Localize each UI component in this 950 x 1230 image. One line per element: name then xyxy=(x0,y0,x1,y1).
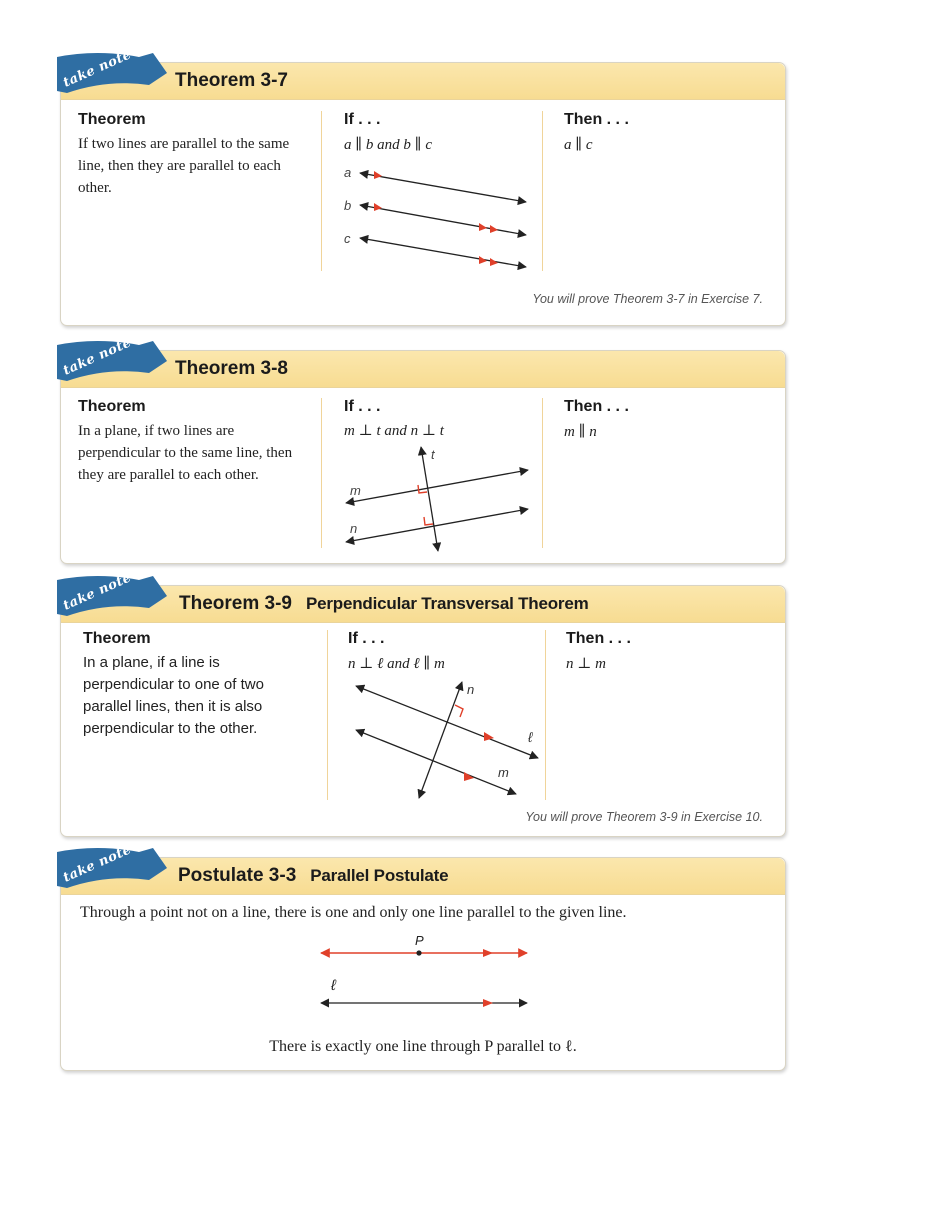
if-heading: If . . . xyxy=(348,630,385,647)
exercise-note: You will prove Theorem 3-9 in Exercise 10. xyxy=(525,810,763,824)
theorem-3-9-card xyxy=(60,570,786,837)
parallel-mark-top xyxy=(483,949,493,957)
line-m xyxy=(346,470,528,503)
if-condition: m ⊥ t and n ⊥ t xyxy=(344,423,444,439)
take-note-label: take note xyxy=(61,570,134,614)
then-heading: Then . . . xyxy=(566,630,631,647)
if-condition: n ⊥ ℓ and ℓ ∥ m xyxy=(348,656,445,672)
then-heading: Then . . . xyxy=(564,111,629,128)
then-heading: Then . . . xyxy=(564,398,629,415)
theorem-3-8-header xyxy=(61,351,785,388)
line-n xyxy=(346,509,528,542)
then-conclusion: a ∥ c xyxy=(564,137,593,153)
postulate-3-3-title xyxy=(178,865,448,887)
parallel-mark-a xyxy=(374,171,382,179)
take-note-tab xyxy=(57,842,169,896)
parallel-mark-b3 xyxy=(490,225,498,233)
postulate-3-3-number: Postulate 3-3 xyxy=(178,865,297,886)
theorem-3-9-subtitle: Perpendicular Transversal Theorem xyxy=(305,594,589,613)
line-label-c: c xyxy=(344,231,351,246)
theorem-column-heading: Theorem xyxy=(83,630,151,647)
take-note-label: take note xyxy=(61,842,134,886)
take-note-tab xyxy=(57,47,169,101)
if-heading: If . . . xyxy=(344,398,381,415)
theorem-3-7-card xyxy=(60,47,786,326)
take-note-label: take note xyxy=(61,47,134,91)
theorem-3-8-card xyxy=(60,335,786,564)
take-note-label: take note xyxy=(61,335,134,379)
parallel-lines-diagram xyxy=(336,158,536,273)
parallel-postulate-diagram xyxy=(311,930,541,1010)
column-divider xyxy=(545,630,546,800)
perpendicular-transversal-diagram xyxy=(346,678,546,803)
postulate-3-3-subtitle: Parallel Postulate xyxy=(310,866,449,885)
line-label-t: t xyxy=(431,447,435,462)
theorem-statement: In a plane, if a line is perpendicular to one of two parallel lines, then it is also perpendicular to the other. xyxy=(83,654,264,737)
line-label-n: n xyxy=(350,521,358,536)
theorem-3-9-number: Theorem 3-9 xyxy=(179,593,292,614)
if-condition xyxy=(344,135,432,154)
take-note-tab xyxy=(57,570,169,624)
line-label-b: b xyxy=(344,198,352,213)
theorem-3-8-title: Theorem 3-8 xyxy=(175,358,288,379)
exercise-note: You will prove Theorem 3-7 in Exercise 7. xyxy=(532,292,763,306)
column-divider xyxy=(327,630,328,800)
column-divider xyxy=(321,111,322,271)
theorem-column-heading: Theorem xyxy=(78,111,146,128)
then-conclusion: m ∥ n xyxy=(564,424,597,440)
postulate-3-3-header xyxy=(61,858,785,895)
line-label-n: n xyxy=(467,682,475,697)
postulate-statement: Through a point not on a line, there is one and only one line parallel to the given line. xyxy=(80,904,627,921)
theorem-column-heading: Theorem xyxy=(78,398,146,415)
take-note-tab xyxy=(57,335,169,389)
if-heading: If . . . xyxy=(344,111,381,128)
theorem-3-7-header xyxy=(61,63,785,100)
theorem-statement: In a plane, if two lines are perpendicular to the same line, then they are parallel to each other. xyxy=(78,423,293,483)
theorem-statement: If two lines are parallel to the same line, then they are parallel to each other. xyxy=(78,136,290,196)
point-p xyxy=(416,950,421,955)
theorem-3-9-title xyxy=(179,593,589,615)
if-condition-text: a ∥ b and b ∥ c xyxy=(344,137,433,153)
line-label-m: m xyxy=(350,483,361,498)
postulate-3-3-card xyxy=(60,842,786,1071)
line-a xyxy=(360,173,526,202)
line-label-l: ℓ xyxy=(331,977,336,994)
parallel-mark-b2 xyxy=(479,223,487,231)
theorem-3-9-header xyxy=(61,586,785,623)
line-b xyxy=(360,205,526,235)
postulate-caption: There is exactly one line through P parallel to ℓ. xyxy=(269,1038,577,1055)
column-divider xyxy=(542,111,543,271)
then-conclusion: n ⊥ m xyxy=(566,656,606,672)
parallel-mark-bottom xyxy=(483,999,493,1007)
point-p-label: P xyxy=(415,933,424,948)
line-label-a: a xyxy=(344,165,352,180)
line-label-m: m xyxy=(498,765,509,780)
right-angle-mark-n xyxy=(424,517,433,525)
line-label-l: ℓ xyxy=(528,729,533,745)
transversal-n xyxy=(419,682,462,798)
parallel-mark-b1 xyxy=(374,203,382,211)
theorem-3-7-title: Theorem 3-7 xyxy=(175,70,288,91)
column-divider xyxy=(321,398,322,548)
right-angle-mark xyxy=(455,705,463,717)
column-divider xyxy=(542,398,543,548)
transversal-t xyxy=(421,447,438,551)
line-c xyxy=(360,238,526,267)
perpendicular-lines-diagram xyxy=(336,443,536,558)
